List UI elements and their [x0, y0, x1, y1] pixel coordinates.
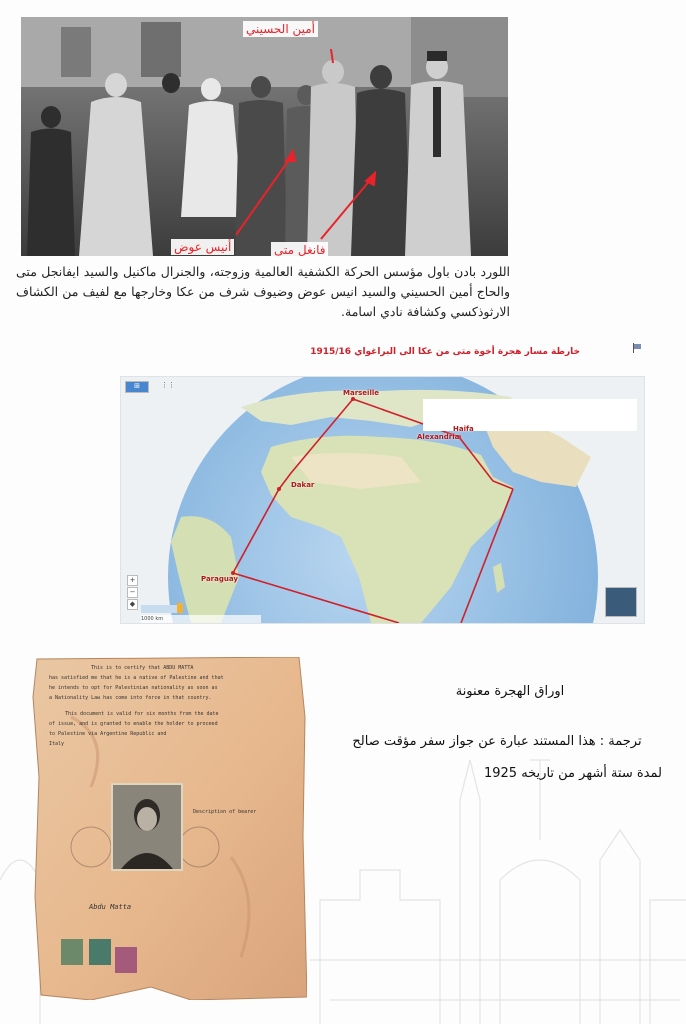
- map-scale: 1000 km: [141, 615, 261, 623]
- city-marseille: Marseille: [343, 389, 380, 397]
- satellite-thumbnail[interactable]: [605, 587, 637, 617]
- passport-line-2: has satisfied me that he is a native of Palestine and that: [49, 675, 224, 681]
- layer-thumbnails[interactable]: [141, 605, 179, 613]
- map-title: خارطة مسار هجرة أخوة متى من عكا الى البراغواي 1915/16: [310, 347, 580, 357]
- label-fangel-matta: فانغل متى: [271, 242, 328, 256]
- side-translation-line-2: لمدة ستة أشهر من تاريخه 1925: [483, 766, 662, 781]
- passport-line-3: he intends to opt for Palestinian nationality as soon as: [49, 685, 218, 691]
- zoom-in-button[interactable]: +: [127, 575, 138, 586]
- side-translation-line-1: ترجمة : هذا المستند عبارة عن جواز سفر مؤقت صالح: [352, 734, 642, 749]
- passport-signature: Abdu Matta: [89, 903, 132, 911]
- city-dakar: Dakar: [291, 481, 315, 489]
- passport-line-5: This document is valid for six months from the date: [65, 711, 219, 717]
- city-paraguay: Paraguay: [201, 575, 238, 583]
- pegman-icon[interactable]: [177, 603, 183, 613]
- zoom-out-button[interactable]: −: [127, 587, 138, 598]
- grid-icon[interactable]: ⋮⋮: [161, 381, 175, 389]
- city-haifa: Haifa: [453, 425, 474, 433]
- migration-route-map[interactable]: [120, 376, 645, 624]
- label-amin-husseini: أمين الحسيني: [243, 21, 318, 37]
- historical-group-photo: [21, 17, 508, 256]
- passport-line-4: a Nationality Law has come into force in that country.: [49, 695, 212, 701]
- passport-line-1: This is to certify that ABDU MATTA: [91, 665, 194, 671]
- passport-portrait: [111, 783, 183, 871]
- passport-document: [31, 657, 307, 1000]
- map-type-button[interactable]: ⊞: [125, 381, 149, 393]
- compass-icon[interactable]: ◆: [127, 599, 138, 610]
- photo-figures: [21, 17, 508, 256]
- passport-line-8: Italy: [49, 741, 65, 747]
- passport-line-7: to Palestine via Argentine Republic and: [49, 731, 167, 737]
- passport-desc: Description of bearer: [193, 809, 257, 815]
- flag-icon: [632, 343, 642, 353]
- side-heading: اوراق الهجرة معنونة: [455, 684, 565, 699]
- passport-line-6: of issue, and is granted to enable the holder to proceed: [49, 721, 218, 727]
- photo-caption: اللورد بادن باول مؤسس الحركة الكشفية العالمية وزوجته، والجنرال ماكنيل والسيد ايفانجل متى والحاج أمين الحسيني والسيد انيس عوض وضيوف شرف من عكا وخارجها مع لفيف من الكشاف الارثوذكسي وكشافة نادي اسامة.: [16, 264, 510, 319]
- city-alexandria: Alexandria: [417, 433, 460, 441]
- label-anis-awad: أنيس عوض: [171, 239, 234, 255]
